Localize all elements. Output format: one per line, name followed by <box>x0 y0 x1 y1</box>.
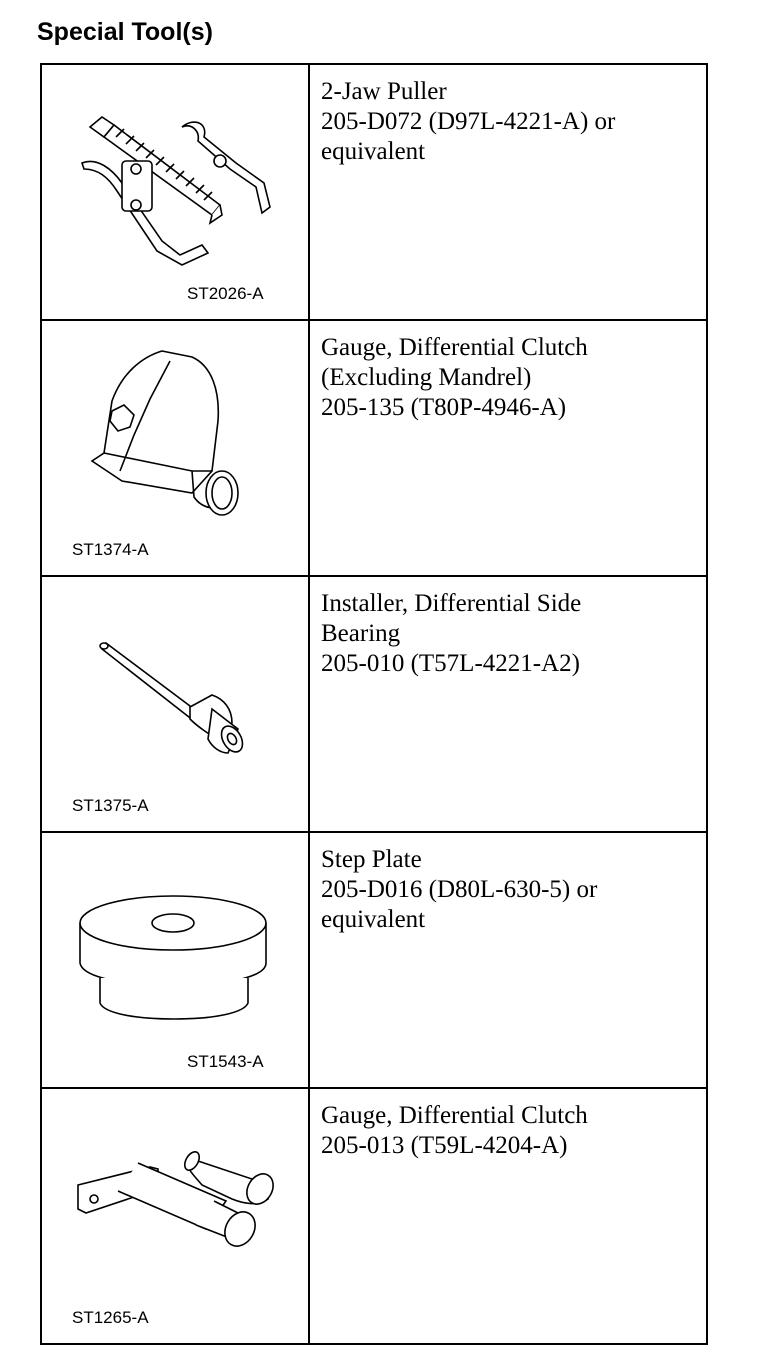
tool-name: 2-Jaw Puller <box>321 78 447 105</box>
tool-description-cell <box>309 64 707 320</box>
table-row <box>41 576 707 832</box>
table-row <box>41 64 707 320</box>
tool-code: ST1374-A <box>72 540 149 559</box>
tool-name-detail: Bearing <box>321 620 401 647</box>
tool-note: equivalent <box>321 138 426 165</box>
tool-note: equivalent <box>321 906 426 933</box>
tool-name: Installer, Differential Side <box>321 590 582 617</box>
tool-illustration-cell <box>41 64 309 320</box>
page-title: Special Tool(s) <box>37 18 213 46</box>
tool-name: Gauge, Differential Clutch <box>321 334 588 361</box>
tool-illustration-cell <box>41 1088 309 1344</box>
tool-number: 205-D016 (D80L-630-5) or <box>321 876 598 903</box>
tool-illustration-cell <box>41 832 309 1088</box>
tool-description-cell <box>309 1088 707 1344</box>
tool-number: 205-D072 (D97L-4221-A) or <box>321 108 616 135</box>
tool-description-cell <box>309 832 707 1088</box>
clutch-gauge-set-illustration <box>42 1089 308 1343</box>
tool-number: 205-010 (T57L-4221-A2) <box>321 650 580 677</box>
table-row <box>41 1088 707 1344</box>
tool-code: ST1375-A <box>72 796 149 815</box>
tool-illustration-cell <box>41 576 309 832</box>
tool-number: 205-135 (T80P-4946-A) <box>321 394 567 421</box>
clutch-gauge-illustration <box>42 321 308 575</box>
tool-name: Step Plate <box>321 846 422 873</box>
bearing-installer-illustration <box>42 577 308 831</box>
tool-description-cell <box>309 320 707 576</box>
tool-code: ST1543-A <box>187 1052 264 1071</box>
tool-illustration-cell <box>41 320 309 576</box>
special-tools-table <box>40 63 708 1345</box>
tool-number: 205-013 (T59L-4204-A) <box>321 1132 568 1159</box>
tool-name-detail: (Excluding Mandrel) <box>321 364 532 391</box>
step-plate-illustration <box>42 833 308 1087</box>
puller-illustration <box>42 65 308 319</box>
table-row <box>41 320 707 576</box>
tool-code: ST1265-A <box>72 1308 149 1327</box>
tool-code: ST2026-A <box>187 284 264 303</box>
table-row <box>41 832 707 1088</box>
tool-name: Gauge, Differential Clutch <box>321 1102 588 1129</box>
tool-description-cell <box>309 576 707 832</box>
